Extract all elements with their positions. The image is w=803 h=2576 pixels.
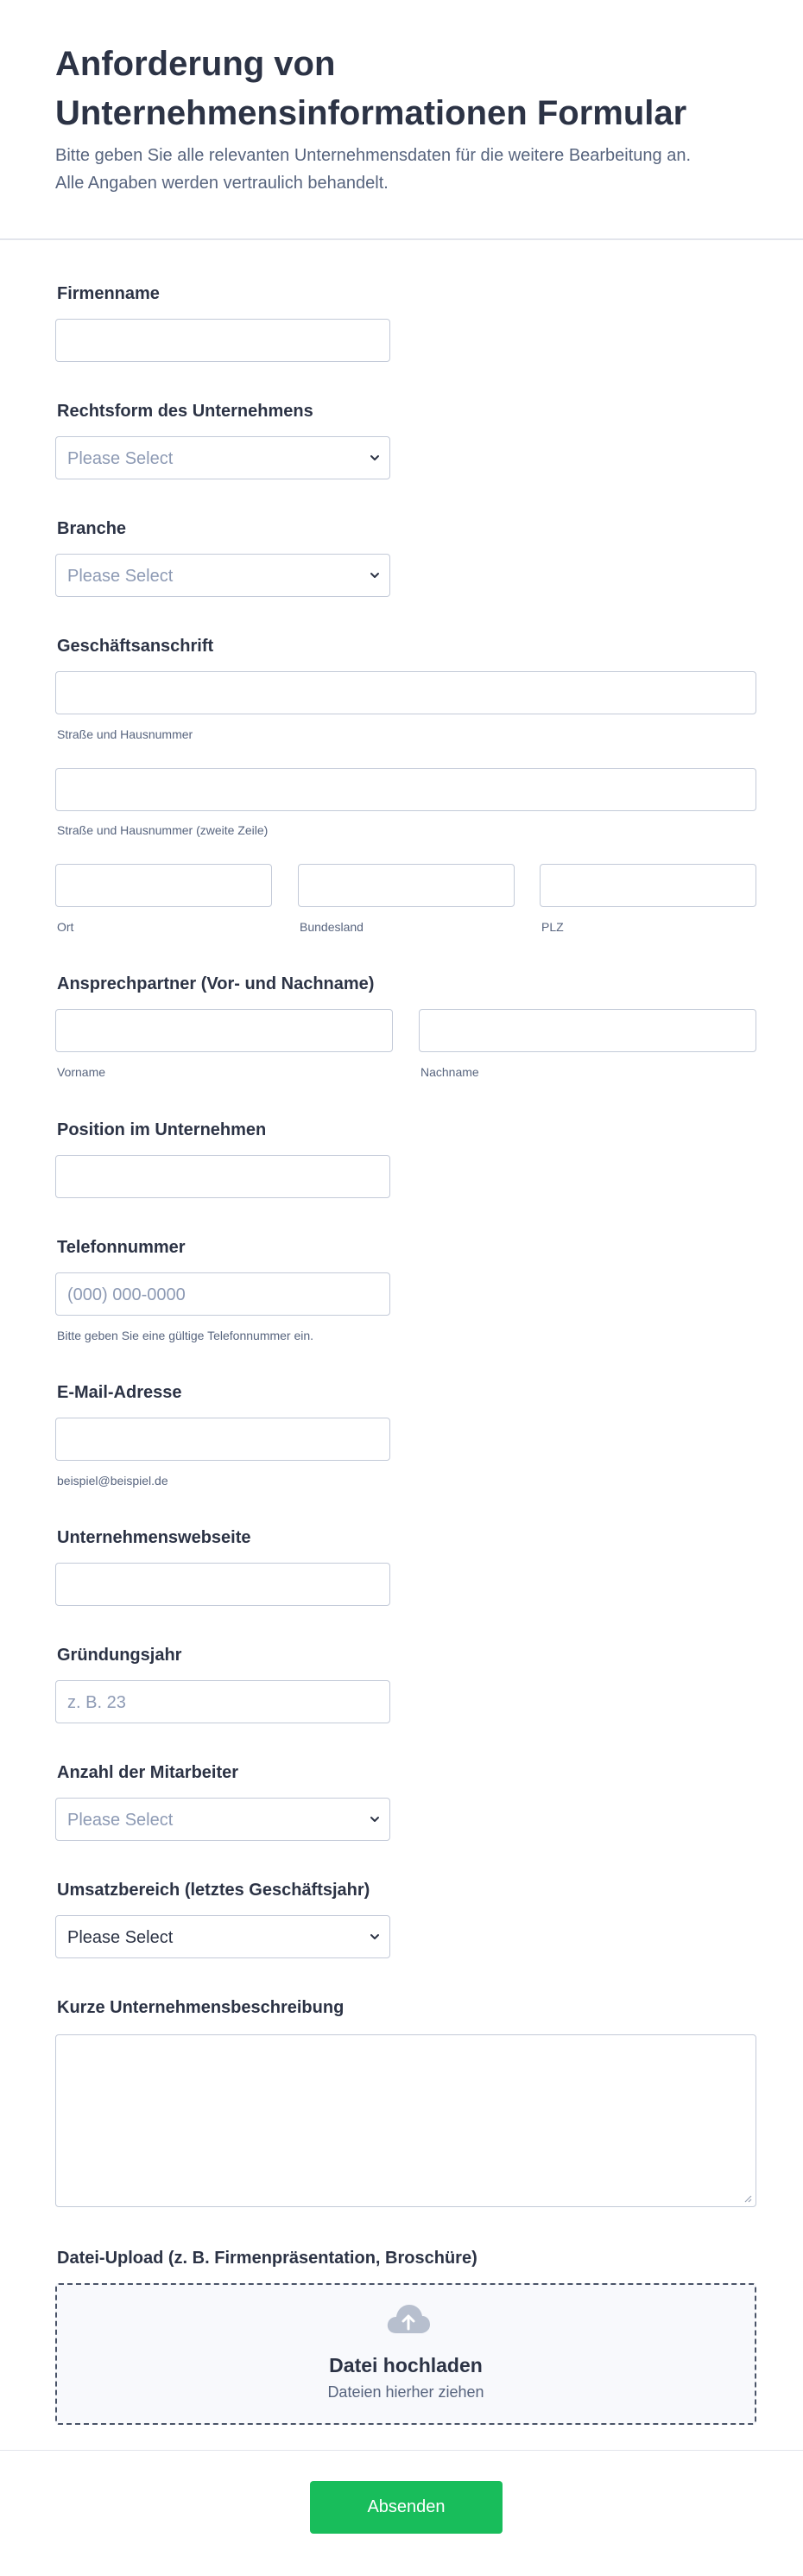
industry-select[interactable] — [55, 554, 390, 597]
email-input[interactable] — [55, 1418, 390, 1461]
resize-grip-icon[interactable] — [742, 2192, 752, 2203]
legal-form-select[interactable] — [55, 436, 390, 479]
form-description — [55, 142, 763, 197]
description-label: Kurze Unternehmensbeschreibung — [57, 1998, 345, 2017]
last-name-sublabel: Nachname — [420, 1065, 479, 1079]
industry-label: Branche — [57, 519, 127, 538]
street-sublabel: Straße und Hausnummer — [57, 727, 193, 741]
zip-sublabel: PLZ — [541, 920, 564, 934]
employees-label: Anzahl der Mitarbeiter — [57, 1763, 239, 1782]
form-description-line-2: Alle Angaben werden vertraulich behandelt. — [55, 174, 389, 193]
first-name-sublabel: Vorname — [57, 1065, 106, 1079]
website-label: Unternehmenswebseite — [57, 1528, 251, 1547]
first-name-input[interactable] — [55, 1009, 393, 1052]
legal-form-value: Please Select — [67, 449, 174, 468]
form-description-line-1: Bitte geben Sie alle relevanten Unternehmensdaten für die weitere Bearbeitung an. — [55, 146, 692, 165]
city-input[interactable] — [55, 864, 272, 907]
company-name-input[interactable] — [55, 319, 390, 362]
form-title — [55, 40, 763, 138]
company-name-label: Firmenname — [57, 284, 160, 303]
website-input[interactable] — [55, 1563, 390, 1606]
city-sublabel: Ort — [57, 920, 74, 934]
upload-label: Datei-Upload (z. B. Firmenpräsentation, Broschüre) — [57, 2249, 477, 2268]
street2-sublabel: Straße und Hausnummer (zweite Zeile) — [57, 823, 269, 837]
chevron-down-icon — [369, 452, 381, 464]
submit-button[interactable]: Absenden — [310, 2481, 503, 2534]
employees-select[interactable] — [55, 1798, 390, 1841]
founded-input[interactable] — [55, 1680, 390, 1723]
address-label: Geschäftsanschrift — [57, 637, 214, 656]
chevron-down-icon — [369, 1813, 381, 1825]
form-title-line-2: Unternehmensinformationen Formular — [55, 94, 687, 132]
email-sublabel: beispiel@beispiel.de — [57, 1474, 168, 1488]
email-label: E-Mail-Adresse — [57, 1383, 182, 1402]
upload-subtitle: Dateien hierher ziehen — [327, 2383, 484, 2401]
zip-input[interactable] — [540, 864, 756, 907]
form-header — [0, 0, 803, 240]
revenue-select[interactable] — [55, 1915, 390, 1958]
position-label: Position im Unternehmen — [57, 1120, 267, 1139]
state-input[interactable] — [298, 864, 515, 907]
cloud-upload-icon — [386, 2302, 431, 2337]
phone-input[interactable] — [55, 1272, 390, 1316]
revenue-value: Please Select — [67, 1928, 174, 1947]
form-title-line-1: Anforderung von — [55, 45, 336, 83]
file-upload-dropzone[interactable] — [55, 2283, 756, 2425]
founded-placeholder: z. B. 23 — [67, 1693, 126, 1712]
state-sublabel: Bundesland — [300, 920, 364, 934]
last-name-input[interactable] — [419, 1009, 756, 1052]
upload-title: Datei hochladen — [329, 2354, 483, 2376]
founded-label: Gründungsjahr — [57, 1646, 182, 1665]
phone-sublabel: Bitte geben Sie eine gültige Telefonnummer ein. — [57, 1329, 314, 1342]
phone-label: Telefonnummer — [57, 1238, 186, 1257]
legal-form-label: Rechtsform des Unternehmens — [57, 402, 313, 421]
chevron-down-icon — [369, 1931, 381, 1943]
position-input[interactable] — [55, 1155, 390, 1198]
revenue-label: Umsatzbereich (letztes Geschäftsjahr) — [57, 1881, 370, 1900]
phone-placeholder: (000) 000-0000 — [67, 1285, 186, 1304]
street-input[interactable] — [55, 671, 756, 714]
employees-value: Please Select — [67, 1811, 174, 1830]
street2-input[interactable] — [55, 768, 756, 811]
industry-value: Please Select — [67, 567, 174, 586]
contact-label: Ansprechpartner (Vor- und Nachname) — [57, 974, 375, 993]
chevron-down-icon — [369, 569, 381, 581]
description-textarea[interactable] — [55, 2034, 756, 2207]
